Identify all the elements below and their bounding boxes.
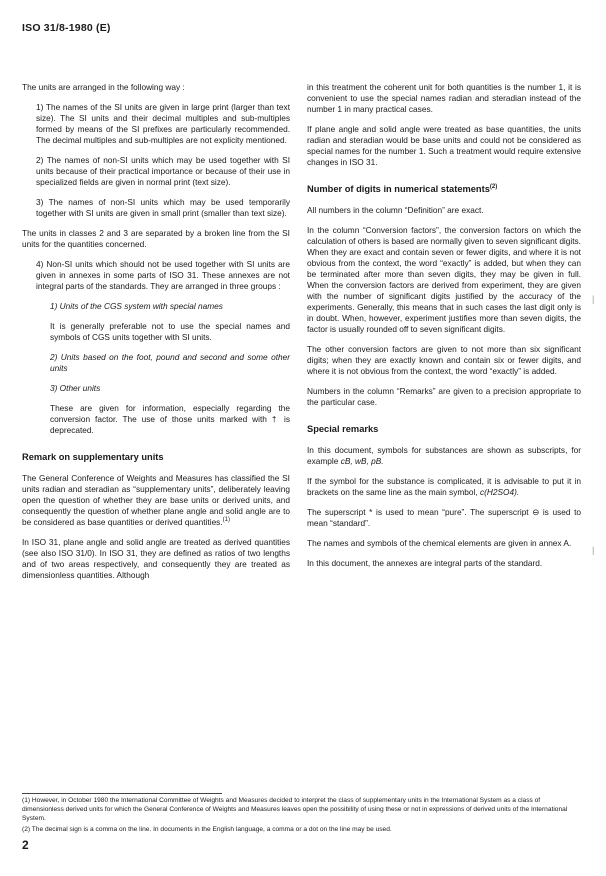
- document-header: ISO 31/8-1980 (E): [22, 22, 111, 34]
- base-quantities-paragraph: If plane angle and solid angle were treated as base quantities, the units radian and steradian would be base units and could not be considered as special names for the number 1. Such a treatment would require extensive changes in ISO 31.: [307, 124, 581, 167]
- other-factors-paragraph: The other conversion factors are given to not more than six significant digits; when they are exactly known and contain six or fewer digits, and where it is not obvious from the context, the word “exactly” is added.: [307, 344, 581, 376]
- treatment-paragraph: in this treatment the coherent unit for both quantities is the number 1, it is convenient to use the special names radian and steradian instead of the number 1 in many practical cases.: [307, 82, 581, 114]
- group-1: 1) Units of the CGS system with special names: [50, 301, 223, 311]
- list-item-1: 1) The names of the SI units are given in large print (larger than text size). The SI units and their decimal multiples and sub-multiples formed by means of the SI prefixes are particularly recommended. The decimal multiples and sub-multiples are not explicity mentioned.: [36, 102, 290, 145]
- list-item-4: 4) Non-SI units which should not be used together with SI units are given in annexes in some parts of ISO 31. These annexes are not integral parts of the standards. They are arranged in three groups :: [36, 259, 290, 291]
- left-column: [22, 82, 290, 590]
- digits-heading: [307, 184, 581, 195]
- classes-paragraph: The units in classes 2 and 3 are separated by a broken line from the SI units for the quantities concerned.: [22, 228, 290, 249]
- digits-heading-text: Number of digits in numerical statements: [307, 184, 490, 194]
- elements-paragraph: The names and symbols of the chemical elements are given in annex A.: [307, 538, 572, 548]
- special-remarks-heading: Special remarks: [307, 424, 379, 434]
- subscript-example: cB, wB, pB.: [340, 456, 384, 466]
- page-number: 2: [22, 838, 29, 852]
- group-1-text: It is generally preferable not to use the special names and symbols of CGS units together with SI units.: [50, 321, 290, 342]
- brackets-text: If the symbol for the substance is complicated, it is advisable to put it in brackets on the same line as the main symbol,: [307, 476, 581, 497]
- group-3: 3) Other units: [50, 383, 101, 393]
- supplementary-paragraph-1: [22, 473, 290, 528]
- group-2: 2) Units based on the foot, pound and second and some other units: [50, 352, 290, 373]
- supplementary-text: The General Conference of Weights and Measures has classified the SI units radian and steradian as “supplementary units”, deliberately leaving open the question of whether they are base units or derived units, and consequently the question of whether plane angle and solid angle are to be considered as base quantities or derived quantities.: [22, 473, 290, 527]
- annexes-paragraph: In this document, the annexes are integral parts of the standard.: [307, 558, 543, 568]
- definition-paragraph: All numbers in the column “Definition” are exact.: [307, 205, 484, 215]
- supplementary-paragraph-2: In ISO 31, plane angle and solid angle are treated as derived quantities (see also ISO 31/0). In ISO 31, they are defined as ratios of two lengths and of two areas respectively, and consequently they are treated as dimensionless quantities. Although: [22, 537, 290, 580]
- margin-mark: |: [592, 294, 595, 304]
- intro-paragraph: The units are arranged in the following way :: [22, 82, 185, 92]
- bracket-example: c(H2SO4).: [479, 487, 520, 497]
- remarks-paragraph: Numbers in the column “Remarks” are given to a precision appropriate to the particular case.: [307, 386, 581, 407]
- right-column: [307, 82, 581, 578]
- list-item-2: 2) The names of non-SI units which may be used together with SI units because of their practical importance or because of their use in specialized fields are given in normal print (text size).: [36, 155, 290, 187]
- info-paragraph: These are given for information, especially regarding the conversion factor. The use of those units marked with † is deprecated.: [50, 403, 290, 435]
- footnote-1: (1) However, in October 1980 the International Committee of Weights and Measures decided to interpret the class of supplementary units in the International System as a class of dimensionless derived units for which the General Conference of Weights and Measures leaves open the possibility of using these or not in expressions of derived units of the International System.: [22, 797, 568, 822]
- subscripts-paragraph: [307, 445, 581, 467]
- margin-mark: |: [592, 545, 595, 555]
- conversion-paragraph: In the column “Conversion factors”, the conversion factors on which the calculation of others is based are normally given to seven significant digits. When they are exact and contain seven or fewer digits, and where it is not obvious from the context, the word “exactly” is added, but when they can be terminated after more than seven digits, they may be given in full. When the conversion factors are derived from experiment, they are given with the number of significant digits justified by the accuracy of the experiments. Generally, this means that in such cases the last digit only is in doubt. When, however, experiment justifies more than seven digits, the factor is usually rounded off to seven significant digits.: [307, 225, 581, 334]
- footnote-ref-1: (1): [222, 517, 230, 524]
- footnote-divider: [22, 793, 222, 794]
- subscripts-text: In this document, symbols for substances are shown as subscripts, for example: [307, 445, 581, 466]
- footnote-ref-2: (2): [489, 183, 498, 190]
- superscript-paragraph: The superscript * is used to mean “pure”. The superscript ⊖ is used to mean “standard”.: [307, 507, 581, 528]
- brackets-paragraph: [307, 476, 581, 498]
- list-item-3: 3) The names of non-SI units which may be used temporarily together with SI units are given in small print (smaller than text size).: [36, 197, 290, 218]
- footnote-2: (2) The decimal sign is a comma on the line. In documents in the English language, a comma or a dot on the line may be used.: [22, 826, 392, 833]
- supplementary-units-heading: Remark on supplementary units: [22, 452, 164, 462]
